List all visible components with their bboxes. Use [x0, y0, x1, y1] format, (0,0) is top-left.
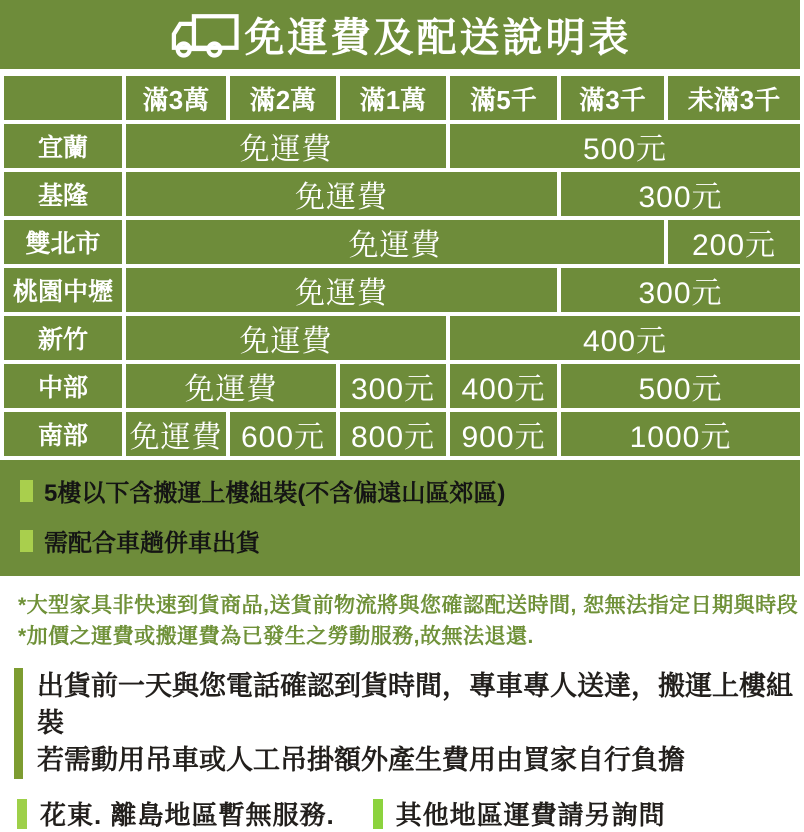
fee-cell: 600元	[228, 410, 338, 458]
delivery-note	[14, 668, 800, 779]
fee-cell: 400元	[448, 362, 559, 410]
fee-cell: 800元	[338, 410, 448, 458]
fee-cell: 免運費	[124, 266, 559, 314]
table-row	[2, 122, 802, 170]
column-header: 滿3千	[559, 76, 666, 122]
column-header: 滿1萬	[338, 76, 448, 122]
region-label: 桃園中壢	[2, 266, 124, 314]
truck-icon	[169, 12, 241, 58]
shipping-fee-table	[0, 76, 804, 460]
fee-cell: 免運費	[124, 314, 448, 362]
delivery-line: 出貨前一天與您電話確認到貨時間，專車專人送達，搬運上樓組裝	[37, 671, 793, 738]
vertical-bar-icon	[14, 668, 23, 779]
footer-note: 花東. 離島地區暫無服務.	[40, 800, 335, 830]
fee-cell: 300元	[559, 170, 802, 218]
title-separator	[0, 69, 800, 76]
table-header-row	[2, 76, 802, 122]
note-line	[20, 523, 800, 558]
fee-cell: 200元	[666, 218, 802, 266]
fee-cell: 免運費	[124, 170, 559, 218]
fee-cell: 免運費	[124, 362, 338, 410]
disclaimer-line: *加價之運費或搬運費為已發生之勞動服務,故無法退還.	[18, 625, 534, 648]
fee-cell: 400元	[448, 314, 802, 362]
table-row	[2, 362, 802, 410]
footer-note: 其他地區運費請另詢問	[395, 800, 666, 830]
fee-cell: 免運費	[124, 122, 448, 170]
fee-cell: 免運費	[124, 410, 228, 458]
fee-cell: 免運費	[124, 218, 666, 266]
square-bullet-icon	[20, 530, 33, 552]
fee-cell: 500元	[448, 122, 802, 170]
fee-cell: 300元	[338, 362, 448, 410]
region-label: 雙北市	[2, 218, 124, 266]
fee-cell: 1000元	[559, 410, 802, 458]
fee-cell: 500元	[559, 362, 802, 410]
column-header: 滿5千	[448, 76, 559, 122]
square-bullet-icon	[20, 480, 33, 502]
table-row	[2, 410, 802, 458]
region-label: 基隆	[2, 170, 124, 218]
vertical-bar-icon	[373, 799, 383, 829]
note-line	[20, 473, 800, 508]
footer-notes	[17, 795, 800, 832]
vertical-bar-icon	[17, 799, 27, 829]
delivery-note-text	[37, 668, 800, 779]
table-row	[2, 170, 802, 218]
corner-cell	[2, 76, 124, 122]
region-label: 南部	[2, 410, 124, 458]
disclaimer-line: *大型家具非快速到貨商品,送貨前物流將與您確認配送時間, 恕無法指定日期與時段	[18, 594, 799, 617]
note-text: 需配合車趟併車出貨	[44, 530, 260, 557]
white-section	[0, 590, 800, 832]
table-row	[2, 266, 802, 314]
region-label: 新竹	[2, 314, 124, 362]
page-title: 免運費及配送說明表	[244, 16, 632, 60]
delivery-line: 若需動用吊車或人工吊掛額外產生費用由買家自行負擔	[37, 745, 685, 775]
green-notes	[0, 460, 800, 558]
disclaimers	[18, 590, 800, 652]
region-label: 宜蘭	[2, 122, 124, 170]
title-bar	[0, 0, 800, 69]
fee-cell: 300元	[559, 266, 802, 314]
table-row	[2, 218, 802, 266]
note-text: 5樓以下含搬運上樓組裝(不含偏遠山區郊區)	[44, 480, 506, 507]
region-label: 中部	[2, 362, 124, 410]
column-header: 滿3萬	[124, 76, 228, 122]
column-header: 滿2萬	[228, 76, 338, 122]
table-row	[2, 314, 802, 362]
column-header: 未滿3千	[666, 76, 802, 122]
fee-cell: 900元	[448, 410, 559, 458]
